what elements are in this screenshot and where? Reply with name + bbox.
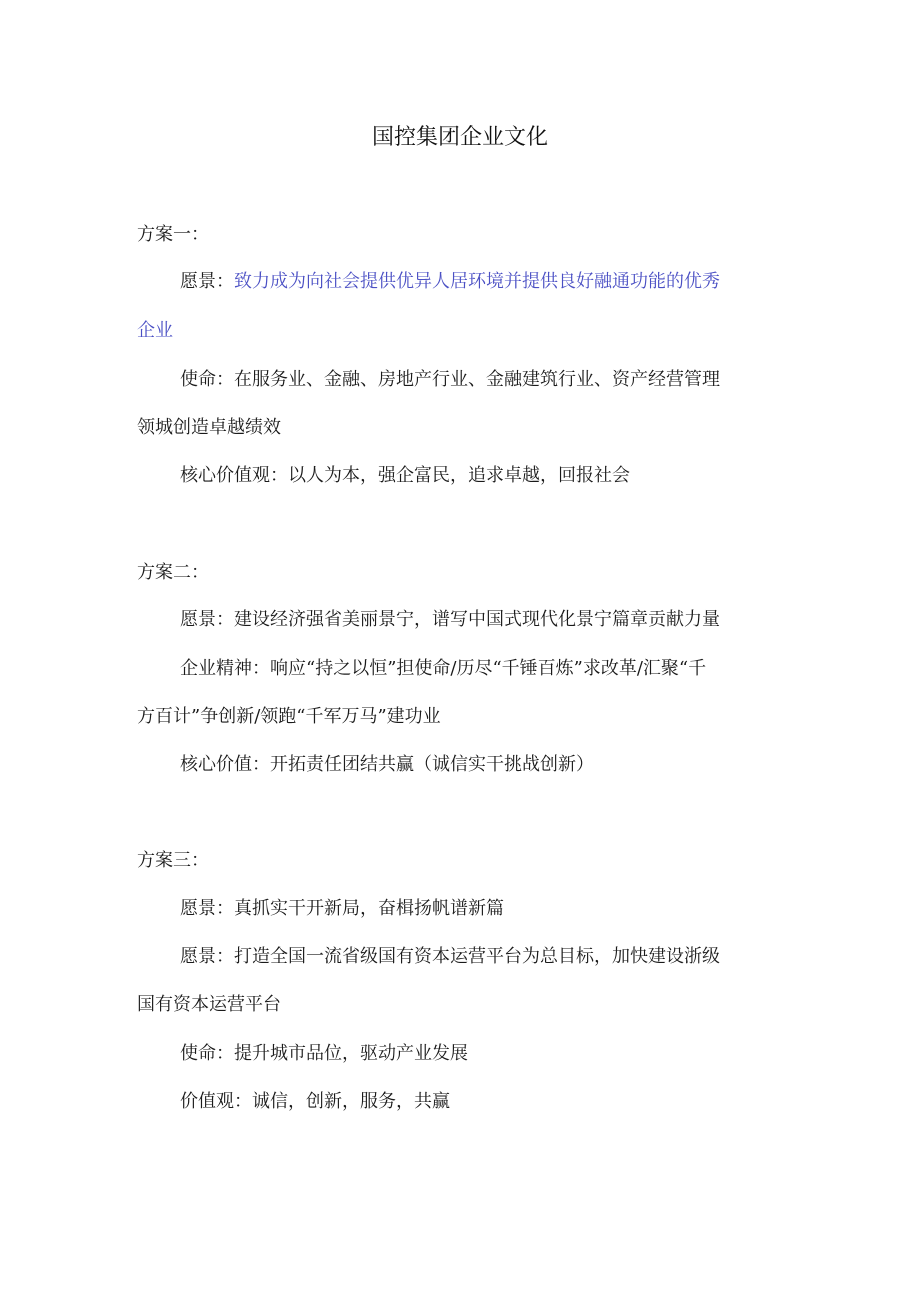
plan3-vision-b-line-1: 愿景：打造全国一流省级国有资本运营平台为总目标，加快建设浙级 xyxy=(180,946,720,967)
plan3-vision-b-line-2: 国有资本运营平台 xyxy=(137,994,281,1015)
plan1-heading: 方案一： xyxy=(137,224,209,245)
plan1-values: 核心价值观：以人为本，强企富民，追求卓越，回报社会 xyxy=(180,465,630,486)
plan2-values: 核心价值：开拓责任团结共赢（诚信实干挑战创新） xyxy=(180,754,594,775)
plan2-spirit-line-1: 企业精神：响应“持之以恒”担使命/历尽“千锤百炼”求改革/汇聚“千 xyxy=(180,658,707,679)
plan3-heading: 方案三： xyxy=(137,850,209,871)
document-title: 国控集团企业文化 xyxy=(371,125,548,150)
plan1-mission-line-1: 使命：在服务业、金融、房地产行业、金融建筑行业、资产经营管理 xyxy=(180,369,720,390)
plan2-spirit-line-2: 方百计”争创新/领跑“千军万马”建功业 xyxy=(137,706,441,727)
plan1-vision-label: 愿景： xyxy=(180,271,234,292)
plan1-vision-line-2: 企业 xyxy=(137,320,173,341)
plan1-mission-line-2: 领城创造卓越绩效 xyxy=(137,417,281,438)
plan1-vision-line-1 xyxy=(180,269,720,295)
plan3-mission: 使命：提升城市品位，驱动产业发展 xyxy=(180,1043,468,1064)
plan2-vision: 愿景：建设经济强省美丽景宁，谱写中国式现代化景宁篇章贡献力量 xyxy=(180,609,720,630)
plan1-vision-text: 致力成为向社会提供优异人居环境并提供良好融通功能的优秀 xyxy=(234,271,720,292)
plan2-heading: 方案二： xyxy=(137,562,209,583)
plan3-values: 价值观：诚信，创新，服务，共赢 xyxy=(180,1091,450,1112)
plan3-vision-a: 愿景：真抓实干开新局，奋楫扬帆谱新篇 xyxy=(180,898,504,919)
